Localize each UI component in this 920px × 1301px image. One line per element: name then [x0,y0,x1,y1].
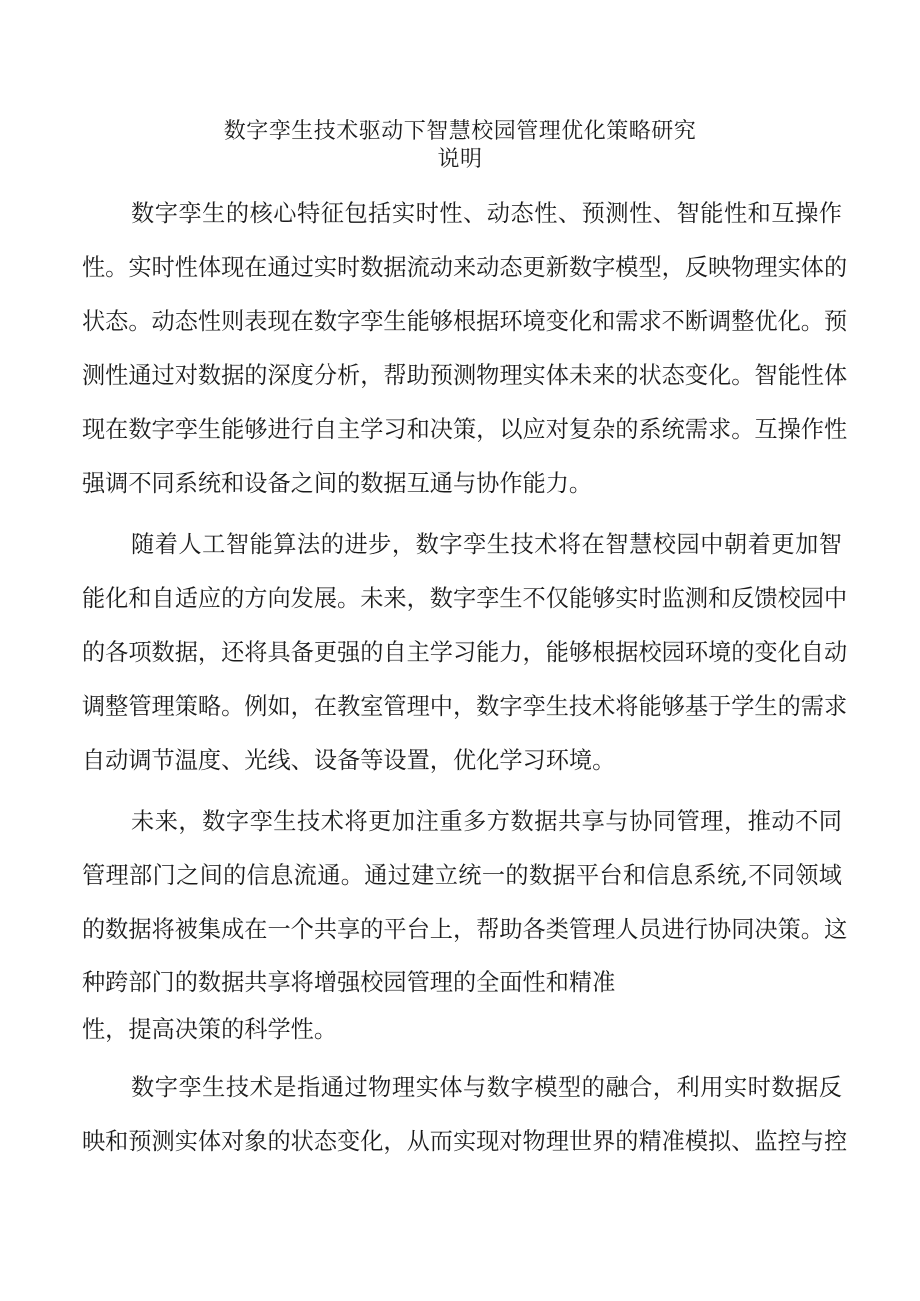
paragraph-1-line-5: 现在数字孪生能够进行自主学习和决策，以应对复杂的系统需求。互操作性 [82,416,848,443]
paragraph-2-line-4: 调整管理策略。例如，在教室管理中，数字孪生技术将能够基于学生的需求 [82,693,848,720]
paragraph-1-line-2: 性。实时性体现在通过实时数据流动来动态更新数字模型，反映物理实体的 [82,254,848,281]
paragraph-2-line-2: 能化和自适应的方向发展。未来，数字孪生不仅能够实时监测和反馈校园中 [82,585,848,612]
paragraph-2-line-1: 随着人工智能算法的进步，数字孪生技术将在智慧校园中朝着更加智 [131,531,842,558]
paragraph-3-line-5: 性，提高决策的科学性。 [82,1016,338,1043]
paragraph-4-line-2: 映和预测实体对象的状态变化，从而实现对物理世界的精准模拟、监控与控 [82,1128,848,1155]
paragraph-1-line-1: 数字孪生的核心特征包括实时性、动态性、预测性、智能性和互操作 [131,200,842,227]
paragraph-2-line-3: 的各项数据，还将具备更强的自主学习能力，能够根据校园环境的变化自动 [82,639,848,666]
paragraph-4-line-1: 数字孪生技术是指通过物理实体与数字模型的融合，利用实时数据反 [131,1074,842,1101]
paragraph-3-line-2: 管理部门之间的信息流通。通过建立统一的数据平台和信息系统,不同领域 [82,862,842,889]
paragraph-3-line-3: 的数据将被集成在一个共享的平台上，帮助各类管理人员进行协同决策。这 [82,916,848,943]
paragraph-1-line-3: 状态。动态性则表现在数字孪生能够根据环境变化和需求不断调整优化。预 [82,308,848,335]
document-subtitle: 说明 [437,147,483,172]
document-title: 数字孪生技术驱动下智慧校园管理优化策略研究 [223,119,697,144]
paragraph-1-line-6: 强调不同系统和设备之间的数据互通与协作能力。 [82,470,593,497]
paragraph-3-line-1: 未来，数字孪生技术将更加注重多方数据共享与协同管理，推动不同 [131,808,842,835]
paragraph-1-line-4: 测性通过对数据的深度分析，帮助预测物理实体未来的状态变化。智能性体 [82,362,848,389]
paragraph-3-line-4: 种跨部门的数据共享将增强校园管理的全面性和精准 [82,969,616,996]
paragraph-2-line-5: 自动调节温度、光线、设备等设置，优化学习环境。 [82,747,616,774]
